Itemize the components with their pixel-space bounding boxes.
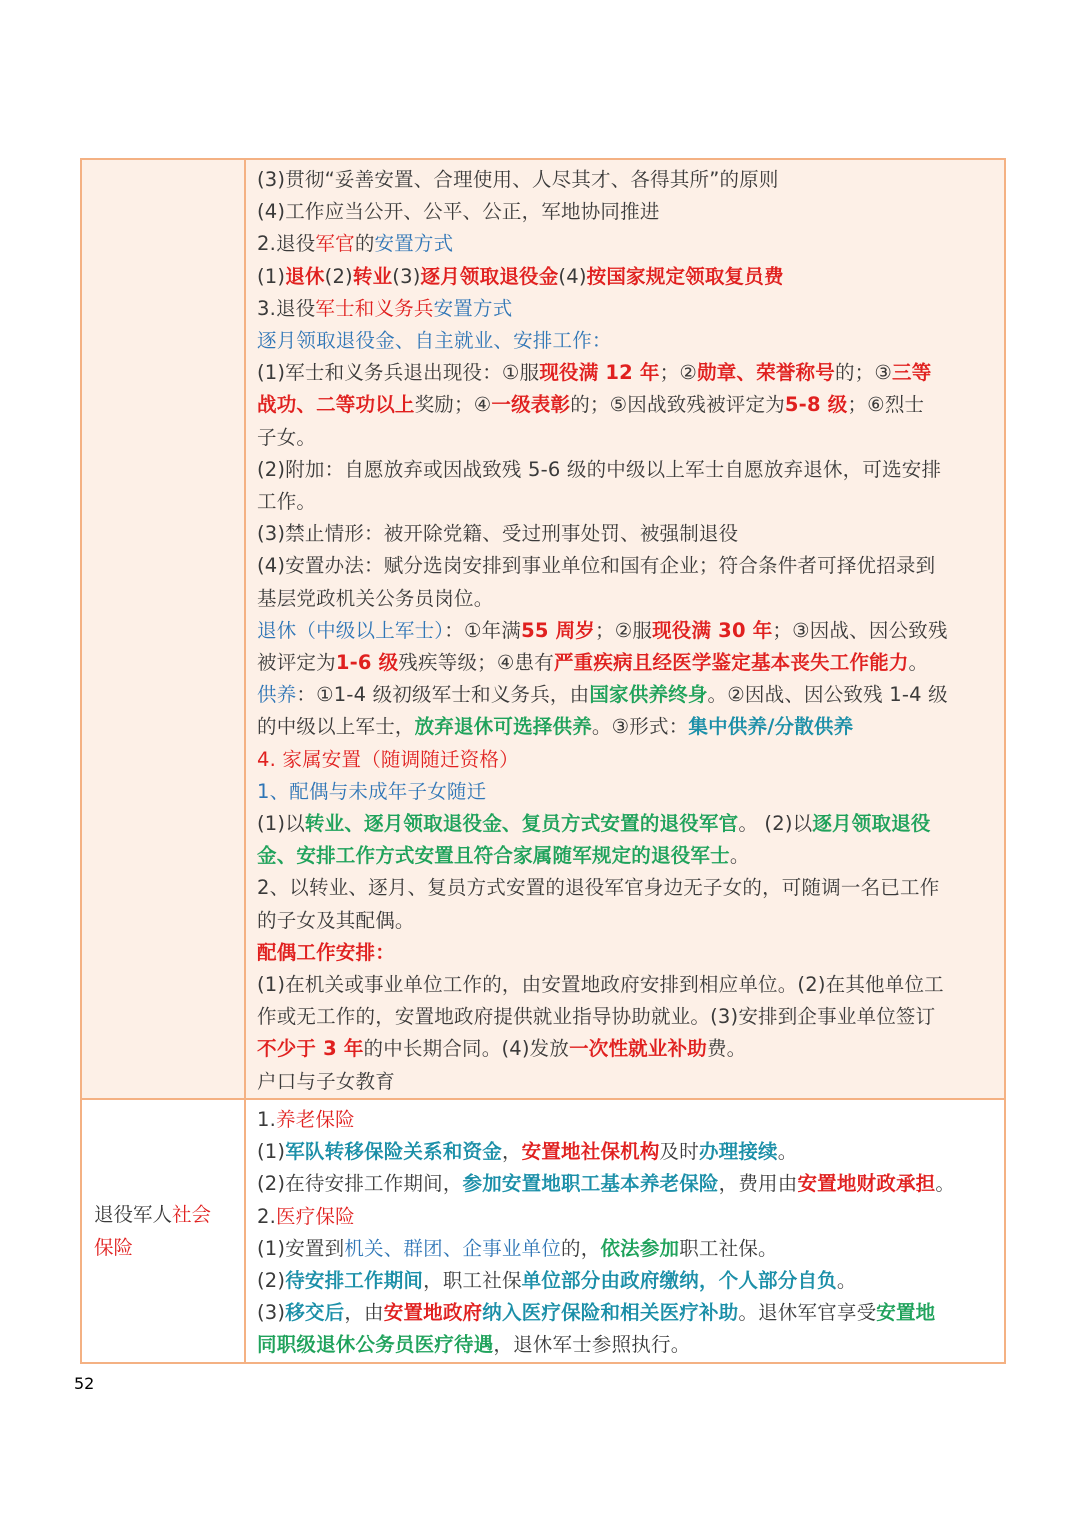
text-segment: 勋章、荣誉称号 bbox=[697, 361, 835, 385]
text-segment: 军队转移保险关系和资金 bbox=[285, 1140, 502, 1164]
text-segment: 不少于 3 年 bbox=[257, 1037, 364, 1061]
table-row-social-insurance bbox=[81, 1099, 1005, 1363]
page-number: 52 bbox=[74, 1374, 95, 1393]
text-segment: 待安排工作期间 bbox=[285, 1268, 424, 1292]
text-segment: 作或无工作的，安置地政府提供就业指导协助就业。(3)安排到企事业单位签订 bbox=[257, 1005, 936, 1029]
text-segment: (1) bbox=[257, 1140, 286, 1164]
text-segment: (3)贯彻“妥善安置、合理使用、人尽其才、各得其所”的原则 bbox=[257, 168, 779, 191]
text-segment: 。退休军官享受 bbox=[738, 1301, 877, 1325]
text-segment: 。 bbox=[908, 651, 929, 675]
text-segment: 的子女及其配偶。 bbox=[257, 908, 415, 932]
text-segment: 户口与子女教育 bbox=[257, 1069, 395, 1093]
text-segment: 一级表彰 bbox=[491, 393, 571, 417]
text-segment: 55 周岁 bbox=[521, 618, 595, 642]
text-segment: ，费用由 bbox=[718, 1172, 798, 1196]
text-segment: 一次性就业补助 bbox=[569, 1037, 707, 1061]
text-segment: 安置地 bbox=[876, 1301, 936, 1325]
text-line bbox=[257, 1201, 996, 1233]
text-segment: 医疗保险 bbox=[276, 1204, 355, 1228]
text-segment: 4. 家属安置（随调随迁资格） bbox=[257, 747, 519, 771]
text-line bbox=[257, 679, 996, 711]
text-segment: (1)以 bbox=[257, 812, 305, 836]
text-segment: 安置地社保机构 bbox=[521, 1140, 660, 1164]
text-segment: ，职工社保 bbox=[423, 1268, 522, 1292]
row2-text-block bbox=[246, 1100, 1004, 1362]
text-segment: 的中长期合同。(4)发放 bbox=[363, 1037, 570, 1061]
text-line bbox=[257, 261, 996, 293]
label-segment: 退役军人 bbox=[94, 1202, 173, 1226]
text-line bbox=[257, 937, 996, 969]
label-segment: 社会 bbox=[172, 1202, 212, 1226]
text-line bbox=[257, 389, 996, 421]
text-segment: 。 bbox=[836, 1268, 857, 1292]
text-segment: ；③因战、因公致残 bbox=[772, 618, 948, 642]
text-segment: (2)附加：自愿放弃或因战致残 5-6 级的中级以上军士自愿放弃退休，可选安排 bbox=[257, 457, 942, 481]
text-line bbox=[257, 486, 996, 518]
text-segment: 。 bbox=[935, 1172, 956, 1196]
text-segment: (1) bbox=[257, 264, 286, 288]
text-segment: 1、配偶与未成年子女随迁 bbox=[257, 779, 487, 803]
text-line bbox=[257, 744, 996, 776]
row2-label bbox=[82, 1100, 244, 1264]
text-segment: 养老保险 bbox=[276, 1107, 355, 1131]
text-segment: 安置地政府 bbox=[383, 1301, 483, 1325]
text-line bbox=[257, 550, 996, 582]
text-segment: (3) bbox=[257, 1301, 286, 1325]
text-segment: 被评定为 bbox=[257, 651, 336, 675]
text-segment: (3) bbox=[392, 264, 421, 288]
text-segment: ，退休军士参照执行。 bbox=[493, 1333, 691, 1357]
text-segment: (2) bbox=[257, 1268, 286, 1292]
text-segment: 安置地财政承担 bbox=[797, 1172, 936, 1196]
text-segment: 纳入医疗保险和相关医疗补助 bbox=[482, 1301, 739, 1325]
text-segment: 集中供养/分散供养 bbox=[688, 715, 854, 739]
text-line bbox=[257, 1066, 996, 1098]
text-segment: 参加安置地职工基本养老保险 bbox=[462, 1172, 719, 1196]
text-segment: 奖励；④ bbox=[414, 393, 492, 417]
text-segment: 安置方式 bbox=[433, 296, 513, 320]
text-segment: 的；③ bbox=[834, 361, 893, 385]
text-segment: 国家供养终身 bbox=[589, 683, 708, 707]
text-line bbox=[257, 1001, 996, 1033]
text-segment: 严重疾病且经医学鉴定基本丧失工作能力 bbox=[553, 651, 909, 675]
text-segment: 的中级以上军士， bbox=[257, 715, 415, 739]
text-segment: 逐月领取退役金、自主就业、安排工作： bbox=[257, 329, 612, 353]
text-segment: ：①1-4 级初级军士和义务兵，由 bbox=[296, 683, 590, 707]
row1-text-block bbox=[246, 160, 1004, 1098]
text-segment: 依法参加 bbox=[600, 1236, 680, 1260]
text-segment: 战功、二等功以上 bbox=[257, 393, 415, 417]
text-line bbox=[257, 1265, 996, 1297]
text-segment: 。③形式： bbox=[591, 715, 689, 739]
table-row-resettlement bbox=[81, 159, 1005, 1099]
text-segment: 配偶工作安排： bbox=[257, 940, 395, 964]
text-segment: 转业、逐月领取退役金、复员方式安置的退役军官 bbox=[304, 812, 739, 836]
text-line bbox=[257, 1104, 996, 1136]
text-segment: 的， bbox=[561, 1236, 601, 1260]
text-segment: 2、以转业、逐月、复员方式安置的退役军官身边无子女的，可随调一名已工作 bbox=[257, 876, 940, 900]
text-line bbox=[257, 905, 996, 937]
text-segment: ， bbox=[501, 1140, 522, 1164]
text-segment: 残疾等级；④患有 bbox=[398, 651, 554, 675]
text-segment: (1)在机关或事业单位工作的，由安置地政府安排到相应单位。(2)在其他单位工 bbox=[257, 973, 944, 997]
text-segment: (4)工作应当公开、公平、公正，军地协同推进 bbox=[257, 200, 660, 224]
text-line bbox=[257, 969, 996, 1001]
text-line bbox=[257, 840, 996, 872]
text-line bbox=[257, 1329, 996, 1361]
text-line bbox=[257, 422, 996, 454]
text-line bbox=[257, 583, 996, 615]
label-segment: 保险 bbox=[94, 1235, 134, 1259]
text-segment: 退休（中级以上军士） bbox=[257, 618, 445, 642]
text-line bbox=[257, 711, 996, 743]
text-segment: 金、安排工作方式安置且符合家属随军规定的退役军士 bbox=[257, 844, 730, 868]
text-segment: 2. bbox=[257, 1204, 277, 1228]
text-segment: 三等 bbox=[892, 361, 932, 385]
text-segment: 2.退役 bbox=[257, 232, 316, 256]
text-segment: 退休 bbox=[285, 264, 325, 288]
text-segment: 军士和义务兵 bbox=[315, 296, 434, 320]
text-line bbox=[257, 293, 996, 325]
text-segment: ；② bbox=[659, 361, 698, 385]
text-line bbox=[257, 1033, 996, 1065]
text-segment: 办理接续 bbox=[698, 1140, 778, 1164]
text-segment: 职工社保。 bbox=[679, 1236, 778, 1260]
text-line bbox=[257, 1136, 996, 1168]
text-segment: 1-6 级 bbox=[335, 651, 399, 675]
text-segment: 机关、群团、企事业单位 bbox=[344, 1236, 562, 1260]
text-segment: 的 bbox=[354, 232, 375, 256]
text-segment: 。②因战、因公致残 1-4 级 bbox=[707, 683, 948, 707]
text-line bbox=[257, 1297, 996, 1329]
text-segment: 军官 bbox=[315, 232, 355, 256]
text-segment: 。 bbox=[777, 1140, 798, 1164]
text-segment: 现役满 12 年 bbox=[539, 361, 660, 385]
text-segment: 移交后 bbox=[285, 1301, 345, 1325]
text-segment: 费。 bbox=[706, 1037, 747, 1061]
text-line bbox=[257, 196, 996, 228]
text-line bbox=[257, 872, 996, 904]
text-segment: ；⑥烈士 bbox=[847, 393, 925, 417]
text-segment: (4) bbox=[558, 264, 587, 288]
row2-label-line-1 bbox=[94, 1198, 234, 1231]
text-segment: ，由 bbox=[344, 1301, 384, 1325]
text-segment: ；②服 bbox=[595, 618, 653, 642]
text-line bbox=[257, 357, 996, 389]
text-segment: (1)军士和义务兵退出现役：①服 bbox=[257, 361, 540, 385]
row2-label-cell bbox=[81, 1099, 245, 1363]
text-segment: 及时 bbox=[659, 1140, 699, 1164]
text-line bbox=[257, 647, 996, 679]
row1-label-cell bbox=[81, 159, 245, 1099]
text-segment: 安置方式 bbox=[374, 232, 454, 256]
text-segment: (3)禁止情形：被开除党籍、受过刑事处罚、被强制退役 bbox=[257, 522, 739, 546]
text-segment: 3.退役 bbox=[257, 296, 316, 320]
text-segment: 单位部分由政府缴纳，个人部分自负 bbox=[521, 1268, 837, 1292]
text-segment: (2) bbox=[324, 264, 353, 288]
text-segment: 供养 bbox=[257, 683, 297, 707]
text-segment: ：①年满 bbox=[444, 618, 522, 642]
text-line bbox=[257, 518, 996, 550]
text-segment: 现役满 30 年 bbox=[652, 618, 773, 642]
text-segment: 同职级退休公务员医疗待遇 bbox=[257, 1333, 494, 1357]
text-line bbox=[257, 776, 996, 808]
text-line bbox=[257, 1233, 996, 1265]
text-line bbox=[257, 808, 996, 840]
text-segment: 工作。 bbox=[257, 490, 317, 514]
content-table bbox=[80, 158, 1006, 1364]
text-line bbox=[257, 454, 996, 486]
text-segment: (1)安置到 bbox=[257, 1236, 345, 1260]
row1-content-cell bbox=[245, 159, 1005, 1099]
text-segment: (4)安置办法：赋分选岗安排到事业单位和国有企业；符合条件者可择优招录到 bbox=[257, 554, 936, 578]
text-segment: 子女。 bbox=[257, 425, 317, 449]
text-segment: 按国家规定领取复员费 bbox=[586, 264, 784, 288]
row2-content-cell bbox=[245, 1099, 1005, 1363]
text-segment: 的；⑤因战致残被评定为 bbox=[570, 393, 785, 417]
text-segment: 。 bbox=[729, 844, 750, 868]
text-segment: 逐月领取退役 bbox=[812, 812, 931, 836]
text-line bbox=[257, 1168, 996, 1200]
text-segment: 5-8 级 bbox=[784, 393, 848, 417]
text-segment: (2)在待安排工作期间， bbox=[257, 1172, 463, 1196]
text-line bbox=[257, 228, 996, 260]
text-segment: 放弃退休可选择供养 bbox=[414, 715, 592, 739]
text-line bbox=[257, 164, 996, 196]
text-segment: 1. bbox=[257, 1107, 277, 1131]
text-segment: 逐月领取退役金 bbox=[420, 264, 559, 288]
text-segment: 。 (2)以 bbox=[738, 812, 813, 836]
row2-label-line-2 bbox=[94, 1231, 234, 1264]
text-segment: 基层党政机关公务员岗位。 bbox=[257, 586, 494, 610]
text-line bbox=[257, 325, 996, 357]
text-line bbox=[257, 615, 996, 647]
text-segment: 转业 bbox=[352, 264, 393, 288]
